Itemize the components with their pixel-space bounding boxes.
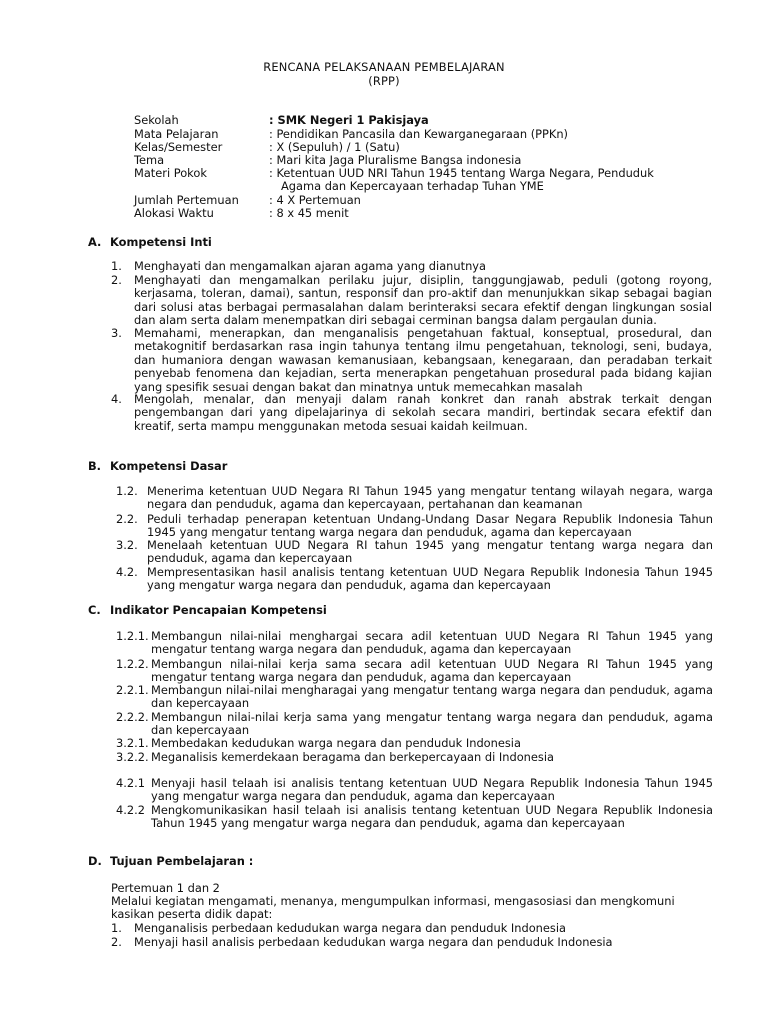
item-number: 4. — [111, 392, 122, 406]
item-text: Mengkomunikasikan hasil telaah isi analisis tentang ketentuan UUD Negara Republik Indonesia Tahun 1945 yang mengatur warga negara dan penduduk, agama dan kepercayaan — [151, 803, 713, 831]
section-d-title: Tujuan Pembelajaran : — [110, 854, 254, 868]
material-value-continued: Agama dan Kepercayaan terhadap Tuhan YME — [281, 179, 544, 193]
item-number: 1.2.1. — [116, 629, 149, 643]
item-text: Mengolah, menalar, dan menyaji dalam ranah konkret dan ranah abstrak terkait dengan pengembangan dari yang dipelajarinya di sekolah secara mandiri, bertindak secara efektif dan kreatif, serta mampu menggunakan metoda sesuai kaidah keilmuan. — [134, 392, 712, 433]
item-number: 4.2.2 — [116, 803, 145, 817]
list-item-c8 — [116, 804, 713, 831]
time-value: : 8 x 45 menit — [269, 206, 349, 220]
item-text: Menganalisis perbedaan kedudukan warga negara dan penduduk Indonesia — [134, 921, 566, 935]
subject-value: : Pendidikan Pancasila dan Kewarganegaraan (PPKn) — [269, 127, 569, 141]
section-d-heading — [88, 855, 253, 868]
material-value: : Ketentuan UUD NRI Tahun 1945 tentang Warga Negara, Penduduk — [269, 166, 654, 180]
theme-value: : Mari kita Jaga Pluralisme Bangsa indonesia — [269, 153, 522, 167]
section-a-heading — [88, 236, 212, 249]
section-a-letter: A. — [88, 235, 102, 249]
subject-label: Mata Pelajaran — [134, 127, 219, 141]
section-a-title: Kompetensi Inti — [110, 235, 212, 249]
section-b-heading — [88, 460, 227, 473]
item-number: 4.2. — [116, 565, 138, 579]
meetings-label: Jumlah Pertemuan — [134, 193, 239, 207]
list-item-a1 — [111, 260, 712, 273]
item-number: 1. — [111, 259, 122, 273]
list-item-b4 — [116, 566, 713, 593]
section-c-heading — [88, 604, 327, 617]
item-number: 2. — [111, 273, 122, 287]
item-text: Membangun nilai-nilai menghargai secara adil ketentuan UUD Negara RI Tahun 1945 yang mengatur tentang warga negara dan penduduk, agama dan kepercayaan — [151, 629, 713, 657]
item-text: Meganalisis kemerdekaan beragama dan berkepercayaan di Indonesia — [151, 750, 554, 764]
list-item-c3 — [116, 684, 713, 711]
list-item-c1 — [116, 630, 713, 657]
item-number: 3.2.2. — [116, 750, 149, 764]
item-number: 2. — [111, 935, 122, 949]
item-text: Menelaah ketentuan UUD Negara RI tahun 1945 yang mengatur tentang warga negara dan penduduk, agama dan kepercayaan — [147, 538, 713, 566]
list-item-d2 — [111, 936, 712, 949]
item-number: 1.2. — [116, 484, 138, 498]
item-number: 1.2.2. — [116, 657, 149, 671]
item-text: Menghayati dan mengamalkan perilaku jujur, disiplin, tanggungjawab, peduli (gotong royong, kerjasama, toleran, damai), santun, responsif dan pro-aktif dan menunjukkan sikap sebagai bagian dari solusi atas berbagai permasalahan dalam berinteraksi secara efektif dengan lingkungan sosial dan alam serta dalam menempatkan diri sebagai cerminan bangsa dalam pergaulan dunia. — [134, 273, 712, 328]
item-number: 4.2.1 — [116, 776, 145, 790]
item-text: Memahami, menerapkan, dan menganalisis pengetahuan faktual, konseptual, prosedural, dan metakognitif berdasarkan rasa ingin tahunya tentang ilmu pengetahuan, teknologi, seni, budaya, dan humaniora dengan wawasan kemanusiaan, kebangsaan, kenegaraan, dan peradaban terkait penyebab fenomena dan kejadian, serta menerapkan pengetahuan prosedural pada bidang kajian yang spesifik sesuai dengan bakat dan minatnya untuk memecahkan masalah — [134, 326, 712, 394]
material-label: Materi Pokok — [134, 166, 207, 180]
list-item-c4 — [116, 711, 713, 738]
item-text: Membangun nilai-nilai mengharagai yang mengatur tentang warga negara dan penduduk, agama dan kepercayaan — [151, 683, 713, 711]
item-number: 3. — [111, 326, 122, 340]
item-text: Menghayati dan mengamalkan ajaran agama yang dianutnya — [134, 259, 487, 273]
meeting-label: Pertemuan 1 dan 2 — [111, 881, 220, 895]
section-b-title: Kompetensi Dasar — [110, 459, 228, 473]
item-number: 2.2.1. — [116, 683, 149, 697]
item-number: 2.2.2. — [116, 710, 149, 724]
meetings-value: : 4 X Pertemuan — [269, 193, 361, 207]
item-text: Mempresentasikan hasil analisis tentang ketentuan UUD Negara Republik Indonesia Tahun 1945 yang mengatur warga negara dan penduduk, agama dan kepercayaan — [147, 565, 713, 593]
item-number: 3.2.1. — [116, 736, 149, 750]
list-item-b2 — [116, 513, 713, 540]
item-text: Menyaji hasil analisis perbedaan kedudukan warga negara dan penduduk Indonesia — [134, 935, 613, 949]
class-label: Kelas/Semester — [134, 140, 223, 154]
document-title: RENCANA PELAKSANAAN PEMBELAJARAN — [263, 60, 505, 74]
item-text: Membangun nilai-nilai kerja sama yang mengatur tentang warga negara dan penduduk, agama dan kepercayaan — [151, 710, 713, 738]
list-item-b3 — [116, 539, 713, 566]
item-number: 2.2. — [116, 512, 138, 526]
theme-label: Tema — [134, 153, 165, 167]
school-value: : SMK Negeri 1 Pakisjaya — [269, 113, 429, 127]
item-number: 3.2. — [116, 538, 138, 552]
list-item-a4 — [111, 393, 712, 433]
item-text: Menerima ketentuan UUD Negara RI Tahun 1945 yang mengatur tentang wilayah negara, warga negara dan penduduk, agama dan kepercayaan, pertahanan dan keamanan — [147, 484, 713, 512]
item-number: 1. — [111, 921, 122, 935]
list-item-c2 — [116, 658, 713, 685]
list-item-c6 — [116, 751, 713, 764]
list-item-b1 — [116, 485, 713, 512]
class-value: : X (Sepuluh) / 1 (Satu) — [269, 140, 400, 154]
section-c-title: Indikator Pencapaian Kompetensi — [110, 603, 327, 617]
item-text: Membedakan kedudukan warga negara dan penduduk Indonesia — [151, 736, 521, 750]
list-item-d1 — [111, 922, 712, 935]
list-item-c7 — [116, 777, 713, 804]
item-text: Peduli terhadap penerapan ketentuan Undang-Undang Dasar Negara Republik Indonesia Tahun 1945 yang mengatur tentang warga negara dan penduduk, agama dan kepercayaan — [147, 512, 713, 540]
list-item-a2 — [111, 274, 712, 328]
section-d-letter: D. — [88, 854, 102, 868]
document-subtitle: (RPP) — [368, 74, 400, 88]
item-text: Menyaji hasil telaah isi analisis tentang ketentuan UUD Negara Republik Indonesia Tahun 1945 yang mengatur warga negara dan penduduk, agama dan kepercayaan — [151, 776, 713, 804]
list-item-c5 — [116, 737, 713, 750]
item-text: Membangun nilai-nilai kerja sama secara adil ketentuan UUD Negara RI Tahun 1945 yang mengatur tentang warga negara dan penduduk, agama dan kepercayaan — [151, 657, 713, 685]
school-label: Sekolah — [134, 113, 179, 127]
section-b-letter: B. — [88, 459, 102, 473]
section-c-letter: C. — [88, 603, 101, 617]
learning-objective-intro: Melalui kegiatan mengamati, menanya, mengumpulkan informasi, mengasosiasi dan mengkomuni kasikan peserta didik dapat: — [111, 894, 675, 922]
time-label: Alokasi Waktu — [134, 206, 214, 220]
list-item-a3 — [111, 327, 712, 394]
